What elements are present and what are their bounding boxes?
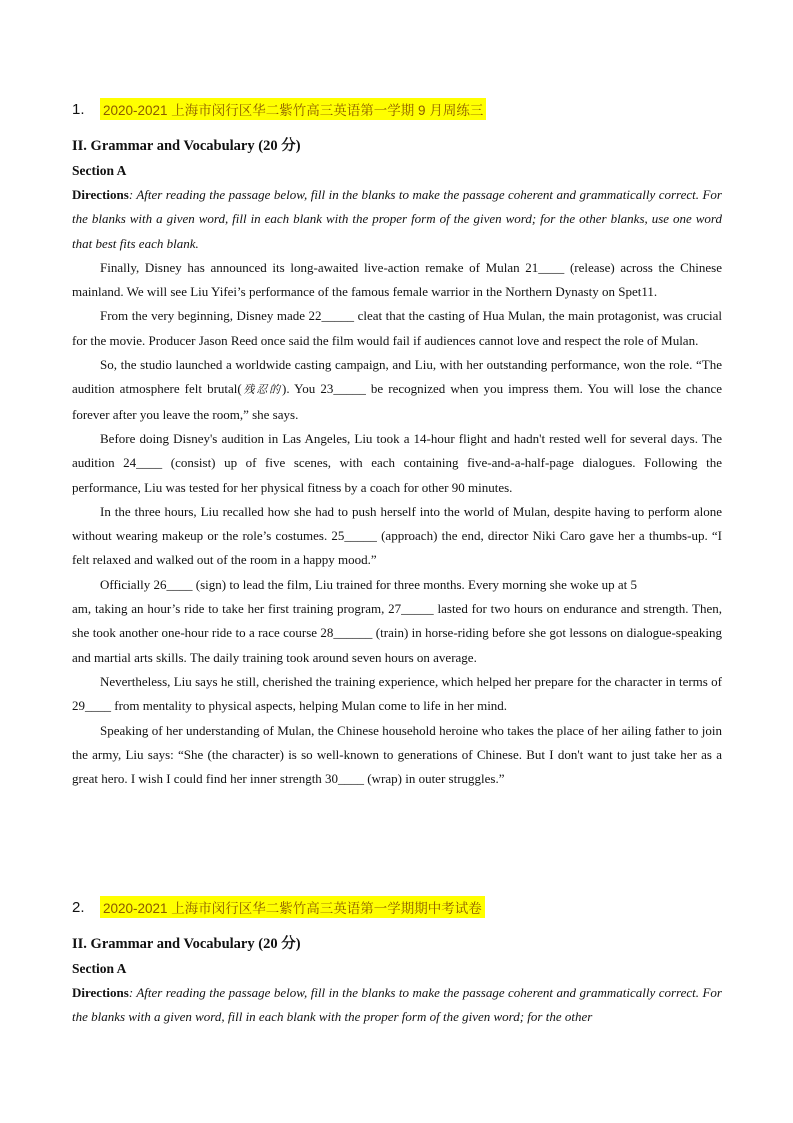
source-highlight: 2020-2021 上海市闵行区华二紫竹高三英语第一学期 9 月周练三 (100, 98, 486, 120)
question-number: 1. (72, 100, 85, 118)
directions-text: : After reading the passage below, fill in the blanks to make the passage coherent and grammatically correct. For the blanks with a given word, fill in each blank with the proper form of the given word; for the other blanks, use one word that best fits each blank. (72, 187, 722, 251)
directions-text: : After reading the passage below, fill in the blanks to make the passage coherent and grammatically correct. For the blanks with a given word, fill in each blank with the proper form of the given word; for the other (72, 985, 722, 1025)
paragraph: Officially 26____ (sign) to lead the film, Liu trained for three months. Every morning she woke up at 5 (100, 576, 637, 592)
source-highlight: 2020-2021 上海市闵行区华二紫竹高三英语第一学期期中考试卷 (100, 896, 485, 918)
grammar-heading: II. Grammar and Vocabulary (20 分) (72, 936, 301, 952)
directions (72, 183, 722, 256)
passage-block (72, 981, 722, 1030)
paragraph: In the three hours, Liu recalled how she had to push herself into the world of Mulan, despite having to perform alone without wearing makeup or the role’s costumes. 25_____ (approach) the end, director Niki Caro gave her a thumbs-up. “I felt relaxed and walked out of the room in a happy mood.” (72, 503, 722, 568)
grammar-heading: II. Grammar and Vocabulary (20 分) (72, 138, 301, 154)
paragraph: So, the studio launched a worldwide casting campaign, and Liu, with her outstanding performance, won the role. “The audition atmosphere felt brutal(残忍的). You 23_____ be recognized when you impress them. You will lose the chance forever after you leave the room,” she says. (72, 357, 722, 422)
question-number: 2. (72, 898, 85, 916)
chinese-gloss: 残忍的 (241, 383, 283, 397)
paragraph: Before doing Disney's audition in Las Angeles, Liu took a 14-hour flight and hadn't rested well for several days. The audition 24____ (consist) up of five scenes, with each containing five-and-a-half-page dialogues. Following the performance, Liu was tested for her physical fitness by a coach for other 90 minutes. (72, 430, 722, 495)
paragraph: am, taking an hour’s ride to take her first training program, 27_____ lasted for two hours on endurance and strength. Then, she took another one-hour ride to a race course 28______ (train) in horse-riding before she got lessons on dialogue-speaking and martial arts skills. The daily training took around seven hours on average. (72, 601, 722, 665)
section-label: Section A (72, 961, 127, 976)
paragraph: Nevertheless, Liu says he still, cherished the training experience, which helped her prepare for the character in terms of 29____ from mentality to physical aspects, helping Mulan come to life in her mind. (72, 673, 722, 714)
paragraph: From the very beginning, Disney made 22_____ cleat that the casting of Hua Mulan, the main protagonist, was crucial for the movie. Producer Jason Reed once said the film would fail if audiences cannot love and respect the role of Mulan. (72, 308, 722, 348)
directions (72, 981, 722, 1030)
paragraph: Finally, Disney has announced its long-awaited live-action remake of Mulan 21____ (release) across the Chinese mainland. We will see Liu Yifei’s performance of the famous female warrior in the Northern Dynasty on Spet11. (72, 259, 722, 300)
section-label: Section A (72, 163, 127, 178)
directions-label: Directions (72, 187, 129, 202)
directions-label: Directions (72, 985, 129, 1000)
question-2-heading (72, 896, 485, 918)
question-1-heading (72, 98, 486, 120)
paragraph: Speaking of her understanding of Mulan, the Chinese household heroine who takes the place of her ailing father to join the army, Liu says: “She (the character) is so well-known to generations of Chinese. But I don't want to just take her as a great hero. I wish I could find her inner strength 30____ (wrap) in outer struggles.” (72, 722, 722, 787)
passage-block (72, 183, 722, 791)
